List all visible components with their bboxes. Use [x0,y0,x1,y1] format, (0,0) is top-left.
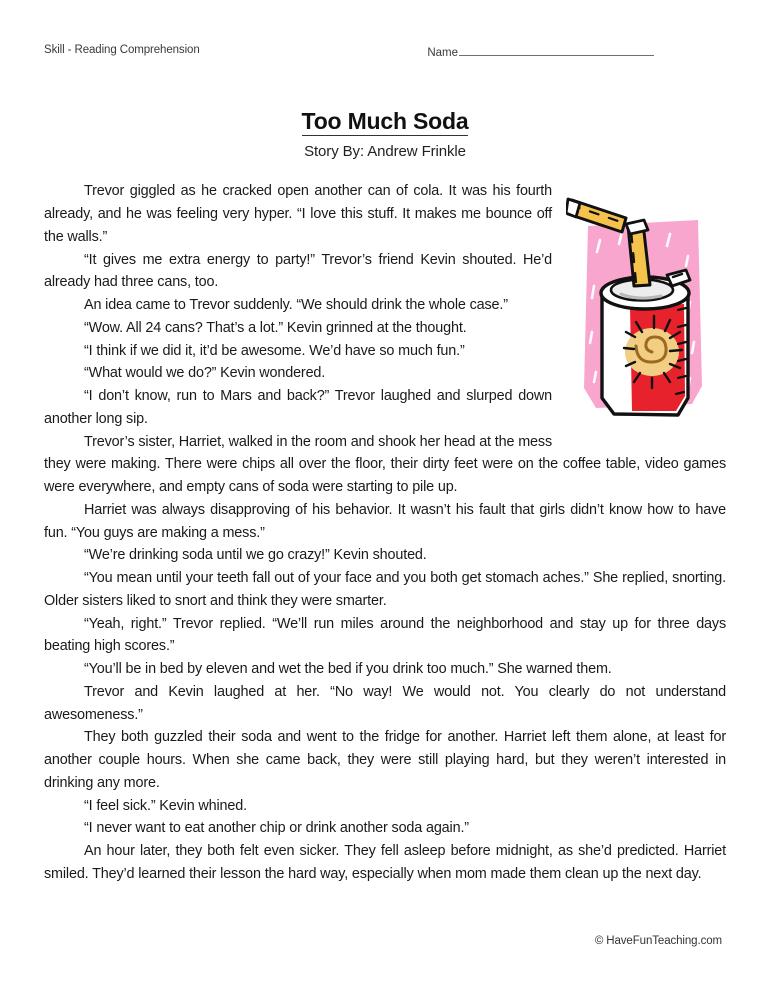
soda-can-with-straw-icon [566,182,726,430]
skill-label: Skill - Reading Comprehension [44,44,200,56]
story-paragraph: “I never want to eat another chip or drink another soda again.” [84,820,469,837]
page-title: Too Much Soda [302,108,469,136]
story-paragraph: “Wow. All 24 cans? That’s a lot.” Kevin grinned at the thought. [84,319,467,336]
story-paragraph: “You’ll be in bed by eleven and wet the bed if you drink too much.” She warned them. [84,661,612,678]
story-paragraph: “I don’t know, run to Mars and back?” Trevor laughed and slurped down another long sip. [44,388,552,427]
story-paragraph: “Yeah, right.” Trevor replied. “We’ll run miles around the neighborhood and stay up for three days beating high scores.” [44,615,726,655]
story-paragraph: They both guzzled their soda and went to the fridge for another. Harriet left them alone, at least for another couple hours. When she came back, they were still playing hard, but they weren’t interested in drinking any more. [44,729,726,791]
story-paragraph: “You mean until your teeth fall out of your face and you both get stomach aches.” She replied, snorting. Older sisters liked to snort and think they were smarter. [44,570,726,609]
story-paragraph: Harriet was always disapproving of his behavior. It wasn’t his fault that girls didn’t know how to have fun. “You guys are making a mess.” [44,501,726,541]
story-paragraph: “It gives me extra energy to party!” Trevor’s friend Kevin shouted. He’d already had three cans, too. [44,251,552,291]
story-paragraph: “I feel sick.” Kevin whined. [84,797,247,814]
story-paragraph: Trevor giggled as he cracked open another can of cola. It was his fourth already, and he was feeling very hyper. “I love this stuff. It makes me bounce off the walls.” [44,183,552,245]
name-field-group [427,44,654,59]
story-body [44,180,726,885]
story-paragraph: “I think if we did it, it’d be awesome. We’d have so much fun.” [84,342,465,359]
story-paragraph: An hour later, they both felt even sicker. They fell asleep before midnight, as she’d predicted. Harriet smiled. They’d learned their lesson the hard way, especially when mom made them clean up the next day. [44,843,726,882]
name-input-line[interactable] [459,44,654,56]
story-paragraph: “What would we do?” Kevin wondered. [84,365,326,382]
story-paragraph: “We’re drinking soda until we go crazy!” Kevin shouted. [84,547,427,564]
worksheet-header [44,44,726,70]
story-byline: Story By: Andrew Frinkle [304,143,466,161]
story-paragraph: Trevor’s sister, Harriet, walked in the room and shook her head at the mess they were making. There were chips all over the floor, their dirty feet were on the coffee table, video games were everywhere, and empty cans of soda were starting to pile up. [44,433,726,496]
story-paragraph: Trevor and Kevin laughed at her. “No way! We would not. You clearly do not understand awesomeness.” [44,683,726,723]
story-paragraph: An idea came to Trevor suddenly. “We should drink the whole case.” [84,297,508,314]
title-area [44,108,726,160]
name-label: Name [427,47,458,59]
footer-copyright: © HaveFunTeaching.com [594,935,722,947]
